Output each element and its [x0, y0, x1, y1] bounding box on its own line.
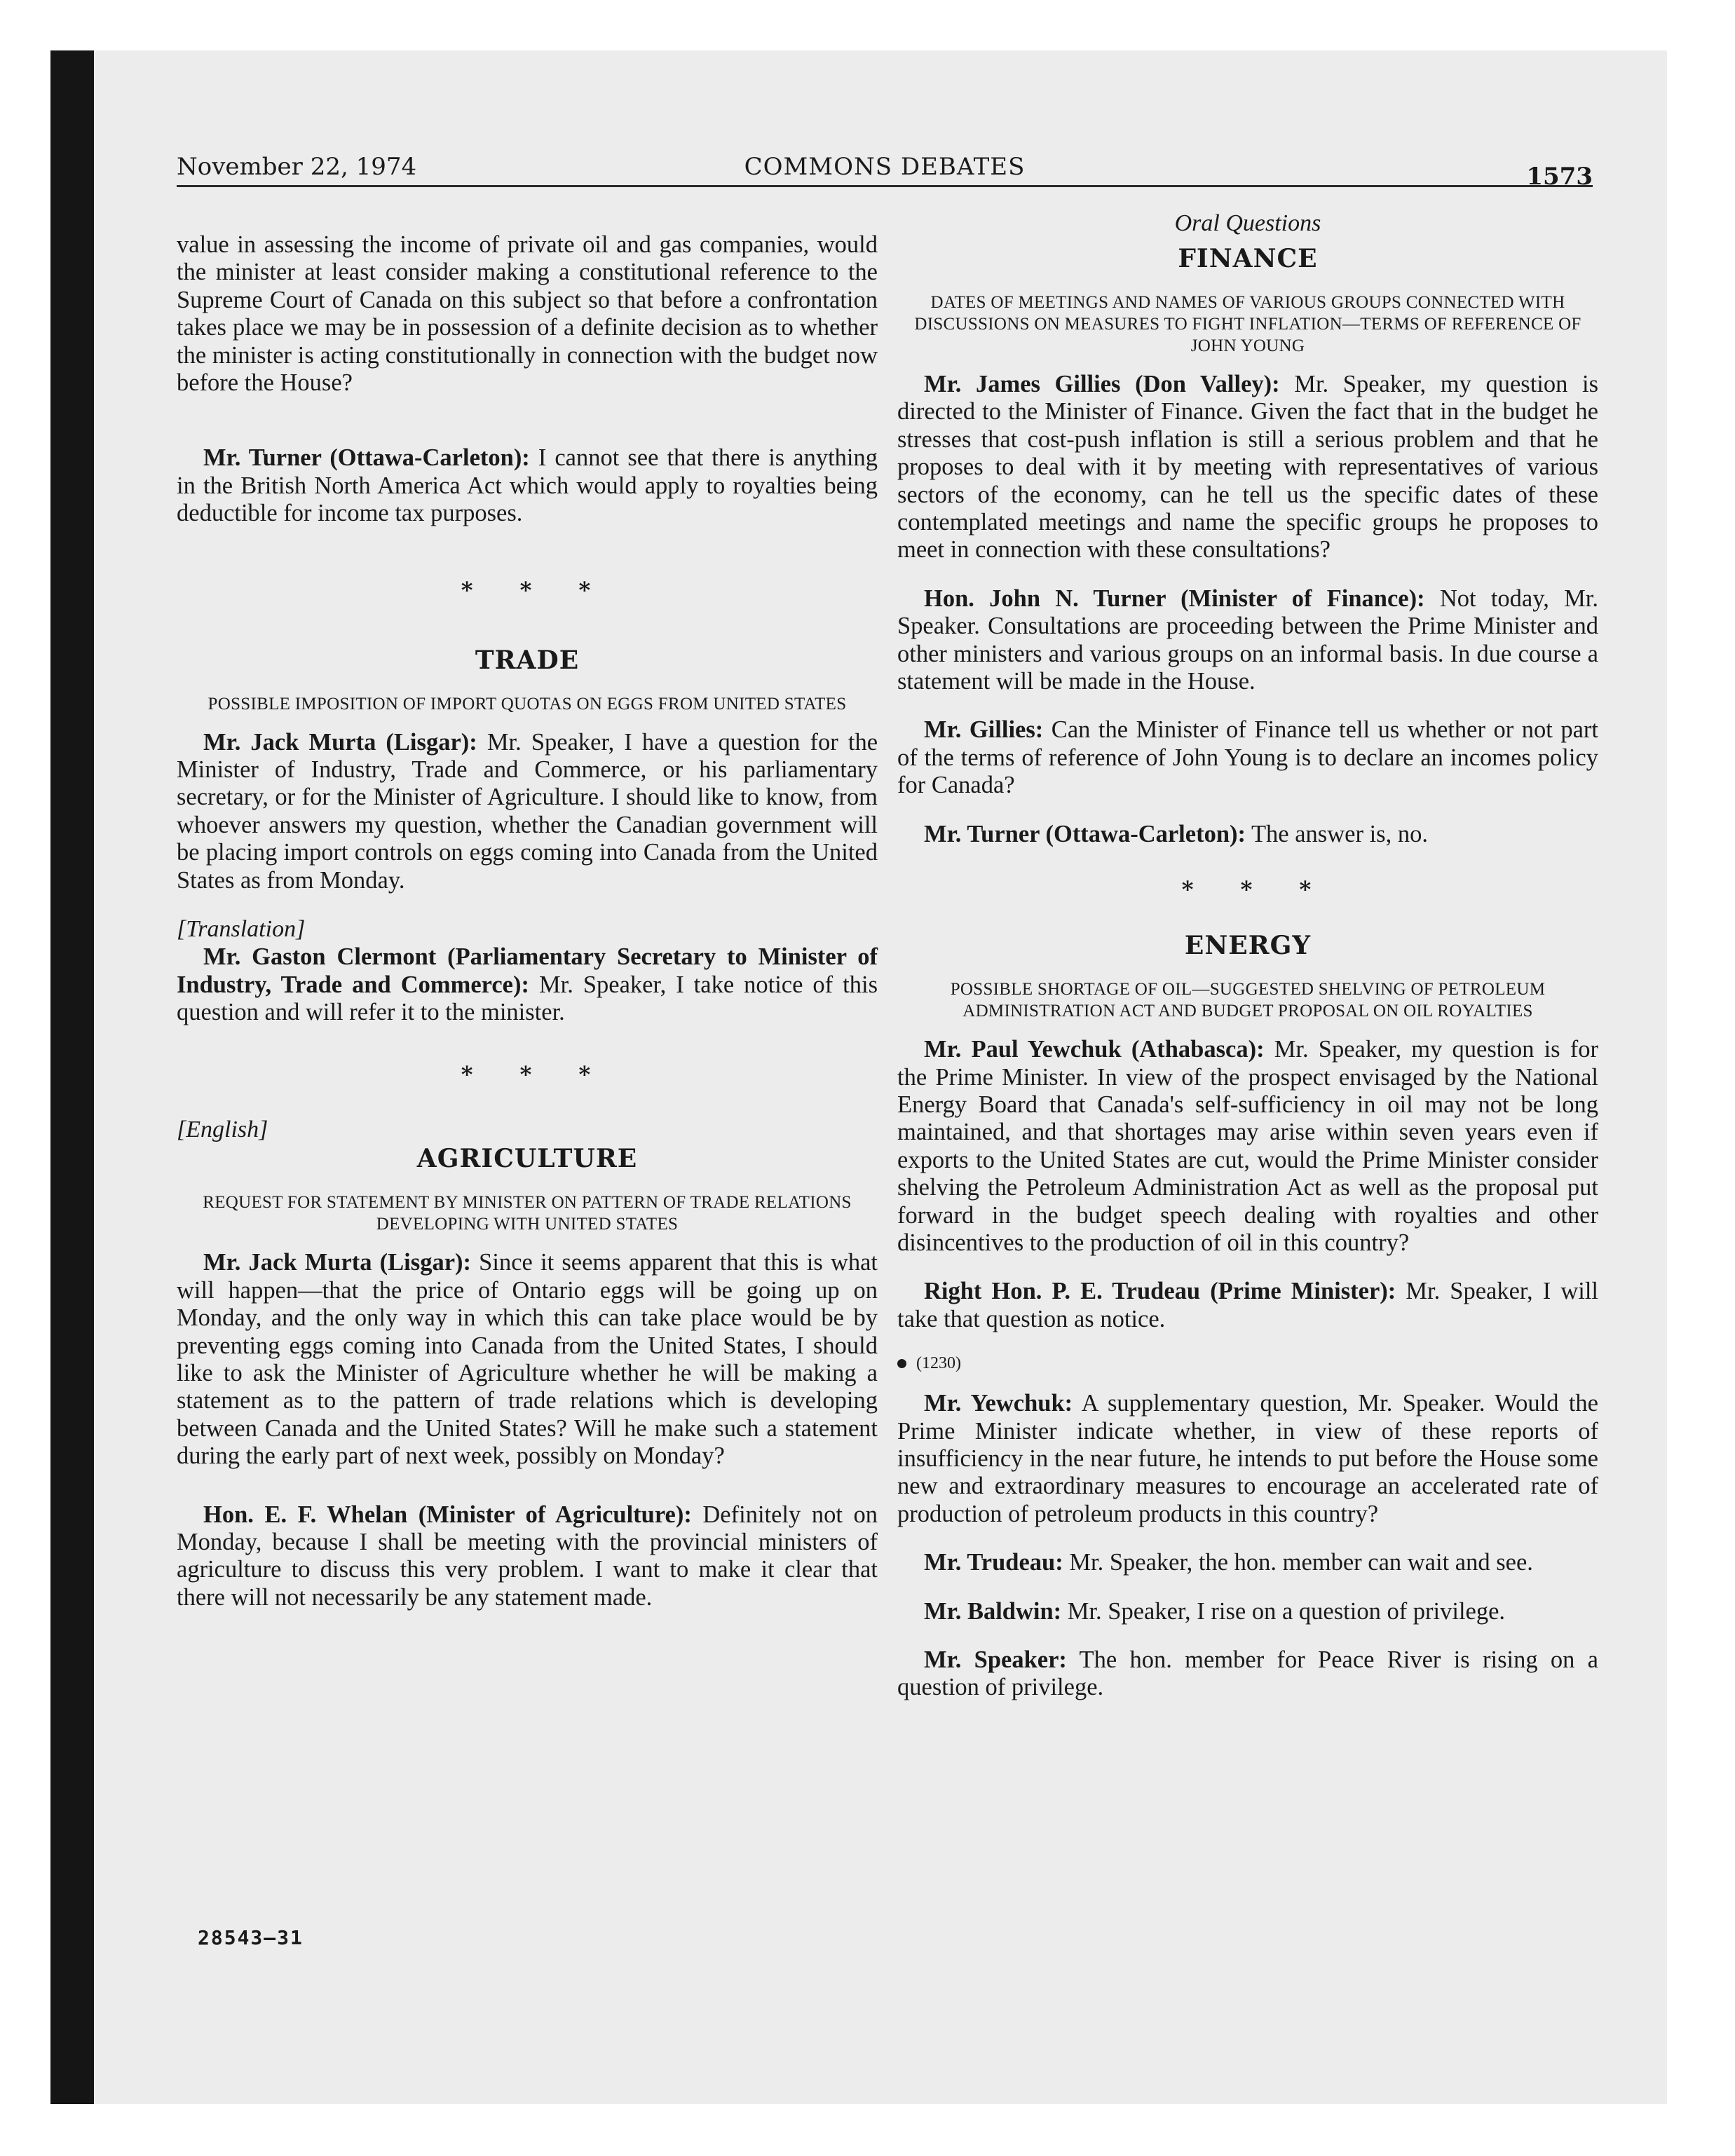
speech-text: The hon. member for Peace River is rising on a question of privilege.: [897, 1646, 1598, 1701]
paragraph: [897, 585, 1598, 696]
timestamp-text: (1230): [916, 1354, 961, 1373]
speech-text: Definitely not on Monday, because I shall be meeting with the provincial ministers of agriculture to discuss this very problem. I want to make it clear that there will not necessarily be any statement made.: [177, 1501, 878, 1611]
speaker-name: Mr. Gaston Clermont (Parliamentary Secretary to Minister of Industry, Trade and Commerce):: [177, 943, 878, 998]
speech-text: Mr. Speaker, I have a question for the Minister of Industry, Trade and Commerce, or his parliamentary secretary, or for the Minister of Agriculture. I should like to know, from whoever answers my question, whether the Canadian government will be placing import controls on eggs coming into Canada from the United States as from Monday.: [177, 728, 878, 894]
speaker-name: Mr. Yewchuk:: [924, 1390, 1073, 1417]
section-subheading: POSSIBLE SHORTAGE OF OIL—SUGGESTED SHELVING OF PETROLEUM ADMINISTRATION ACT AND BUDGET PROPOSAL ON OIL ROYALTIES: [950, 980, 1546, 1021]
speaker-name: Mr. Jack Murta (Lisgar):: [203, 728, 477, 756]
speaker-name: Mr. Turner (Ottawa-Carleton):: [203, 444, 530, 472]
speech-text: Mr. Speaker, my question is for the Prime Minister. In view of the prospect envisaged by the National Energy Board that Canada's self-sufficiency in oil may not be long maintained, and that shortages may arise within seven years even if exports to the United States are cut, would the Prime Minister consider shelving the Petroleum Administration Act as well as the proposal put forward in the budget speech dealing with royalties and other disincentives to the production of oil in this country?: [897, 1036, 1598, 1256]
speech-text: I cannot see that there is anything in the British North America Act which would apply to royalties being deductible for income tax purposes.: [177, 444, 878, 527]
speech-text: Mr. Speaker, I will take that question as notice.: [897, 1278, 1598, 1332]
page-number: 1573: [1526, 163, 1593, 191]
section-separator: * * *: [461, 1061, 611, 1089]
section-title-finance: FINANCE: [1178, 244, 1318, 273]
paragraph: [897, 821, 1598, 848]
speaker-name: Hon. John N. Turner (Minister of Finance):: [924, 585, 1425, 612]
paragraph: [897, 1598, 1598, 1625]
timestamp-marker: [897, 1354, 1598, 1373]
speaker-name: Hon. E. F. Whelan (Minister of Agriculture):: [203, 1501, 692, 1528]
section-subheading: DATES OF MEETINGS AND NAMES OF VARIOUS GROUPS CONNECTED WITH DISCUSSIONS ON MEASURES TO FIGHT INFLATION—TERMS OF REFERENCE OF JOHN YOUNG: [914, 293, 1581, 355]
speaker-name: Mr. Trudeau:: [924, 1549, 1063, 1576]
paragraph: [897, 1549, 1598, 1576]
left-column: [177, 231, 878, 1632]
section-title-trade: TRADE: [475, 645, 580, 675]
bullet-icon: [897, 1359, 906, 1368]
right-column: [897, 210, 1598, 1723]
section-subheading: POSSIBLE IMPOSITION OF IMPORT QUOTAS ON EGGS FROM UNITED STATES: [207, 694, 847, 714]
header-title: COMMONS DEBATES: [744, 153, 1026, 181]
paragraph: [177, 943, 878, 1026]
paragraph: [177, 729, 878, 894]
speech-text: Not today, Mr. Speaker. Consultations are proceeding between the Prime Minister and other ministers and various groups on an informal basis. In due course a statement will be made in the House.: [897, 585, 1598, 695]
scan-edge-shadow: [50, 50, 94, 2104]
paragraph: [897, 1390, 1598, 1528]
speaker-name: Mr. Gillies:: [924, 716, 1044, 744]
speaker-name: Mr. Paul Yewchuk (Athabasca):: [924, 1036, 1265, 1063]
english-marker: [English]: [177, 1117, 268, 1143]
speech-text: A supplementary question, Mr. Speaker. Would the Prime Minister indicate whether, in view of these reports of insufficiency in the near future, he intends to put before the House some new and extraordinary measures to encourage an accelerated rate of production of petroleum products in this country?: [897, 1390, 1598, 1527]
section-title-energy: ENERGY: [1184, 931, 1312, 961]
paragraph: [897, 1036, 1598, 1257]
section-separator: * * *: [1181, 876, 1331, 903]
speech-text: The answer is, no.: [1245, 820, 1428, 847]
header-date: November 22, 1974: [177, 153, 417, 181]
speaker-name: Mr. James Gillies (Don Valley):: [924, 371, 1280, 397]
paragraph: [897, 716, 1598, 799]
speech-text: Mr. Speaker, I take notice of this question and will refer it to the minister.: [177, 971, 878, 1025]
paragraph: [177, 444, 878, 527]
speaker-name: Mr. Jack Murta (Lisgar):: [203, 1249, 471, 1276]
speaker-name: Right Hon. P. E. Trudeau (Prime Minister):: [924, 1278, 1396, 1305]
section-separator: * * *: [461, 576, 611, 603]
paragraph: [897, 1278, 1598, 1333]
speaker-name: Mr. Baldwin:: [924, 1597, 1062, 1625]
paragraph: [897, 1646, 1598, 1702]
speech-text: Can the Minister of Finance tell us whether or not part of the terms of reference of John Young is to declare an incomes policy for Canada?: [897, 716, 1598, 799]
section-subheading: REQUEST FOR STATEMENT BY MINISTER ON PATTERN OF TRADE RELATIONS DEVELOPING WITH UNITED STATES: [203, 1193, 852, 1234]
paragraph: value in assessing the income of private oil and gas companies, would the minister at least consider making a constitutional reference to the Supreme Court of Canada on this subject so that before a confrontation takes place we may be in possession of a definite decision as to whether the minister is acting constitutionally in connection with the budget now before the House?: [177, 231, 878, 397]
page-header: [177, 153, 1593, 191]
paragraph: [177, 1249, 878, 1470]
speech-text: Mr. Speaker, my question is directed to the Minister of Finance. Given the fact that in the budget he stresses that cost-push inflation is still a serious problem and that he proposes to deal with it by meeting with representatives of various sectors of the economy, can he tell us the specific dates of these contemplated meetings and name the specific groups he proposes to meet in connection with these consultations?: [897, 371, 1598, 564]
paragraph: [897, 371, 1598, 564]
paragraph: [177, 1501, 878, 1612]
section-title-agriculture: AGRICULTURE: [416, 1144, 638, 1174]
translation-marker: [Translation]: [177, 916, 306, 943]
speech-text: Since it seems apparent that this is what will happen—that the price of Ontario eggs will be going up on Monday, and the only way in which this can take place would be by preventing eggs coming into Canada from the United States, I should like to ask the Minister of Agriculture whether he will be making a statement as to the pattern of trade relations which is developing between Canada and the United States? Will he make such a statement during the early part of next week, possibly on Monday?: [177, 1249, 878, 1470]
speech-text: Mr. Speaker, the hon. member can wait and see.: [1063, 1549, 1533, 1576]
printer-code: 28543—31: [198, 1926, 304, 1949]
speaker-name: Mr. Speaker:: [924, 1646, 1067, 1673]
speech-text: Mr. Speaker, I rise on a question of privilege.: [1061, 1597, 1506, 1625]
speaker-name: Mr. Turner (Ottawa-Carleton):: [924, 820, 1246, 847]
oral-questions-heading: Oral Questions: [1174, 210, 1321, 236]
